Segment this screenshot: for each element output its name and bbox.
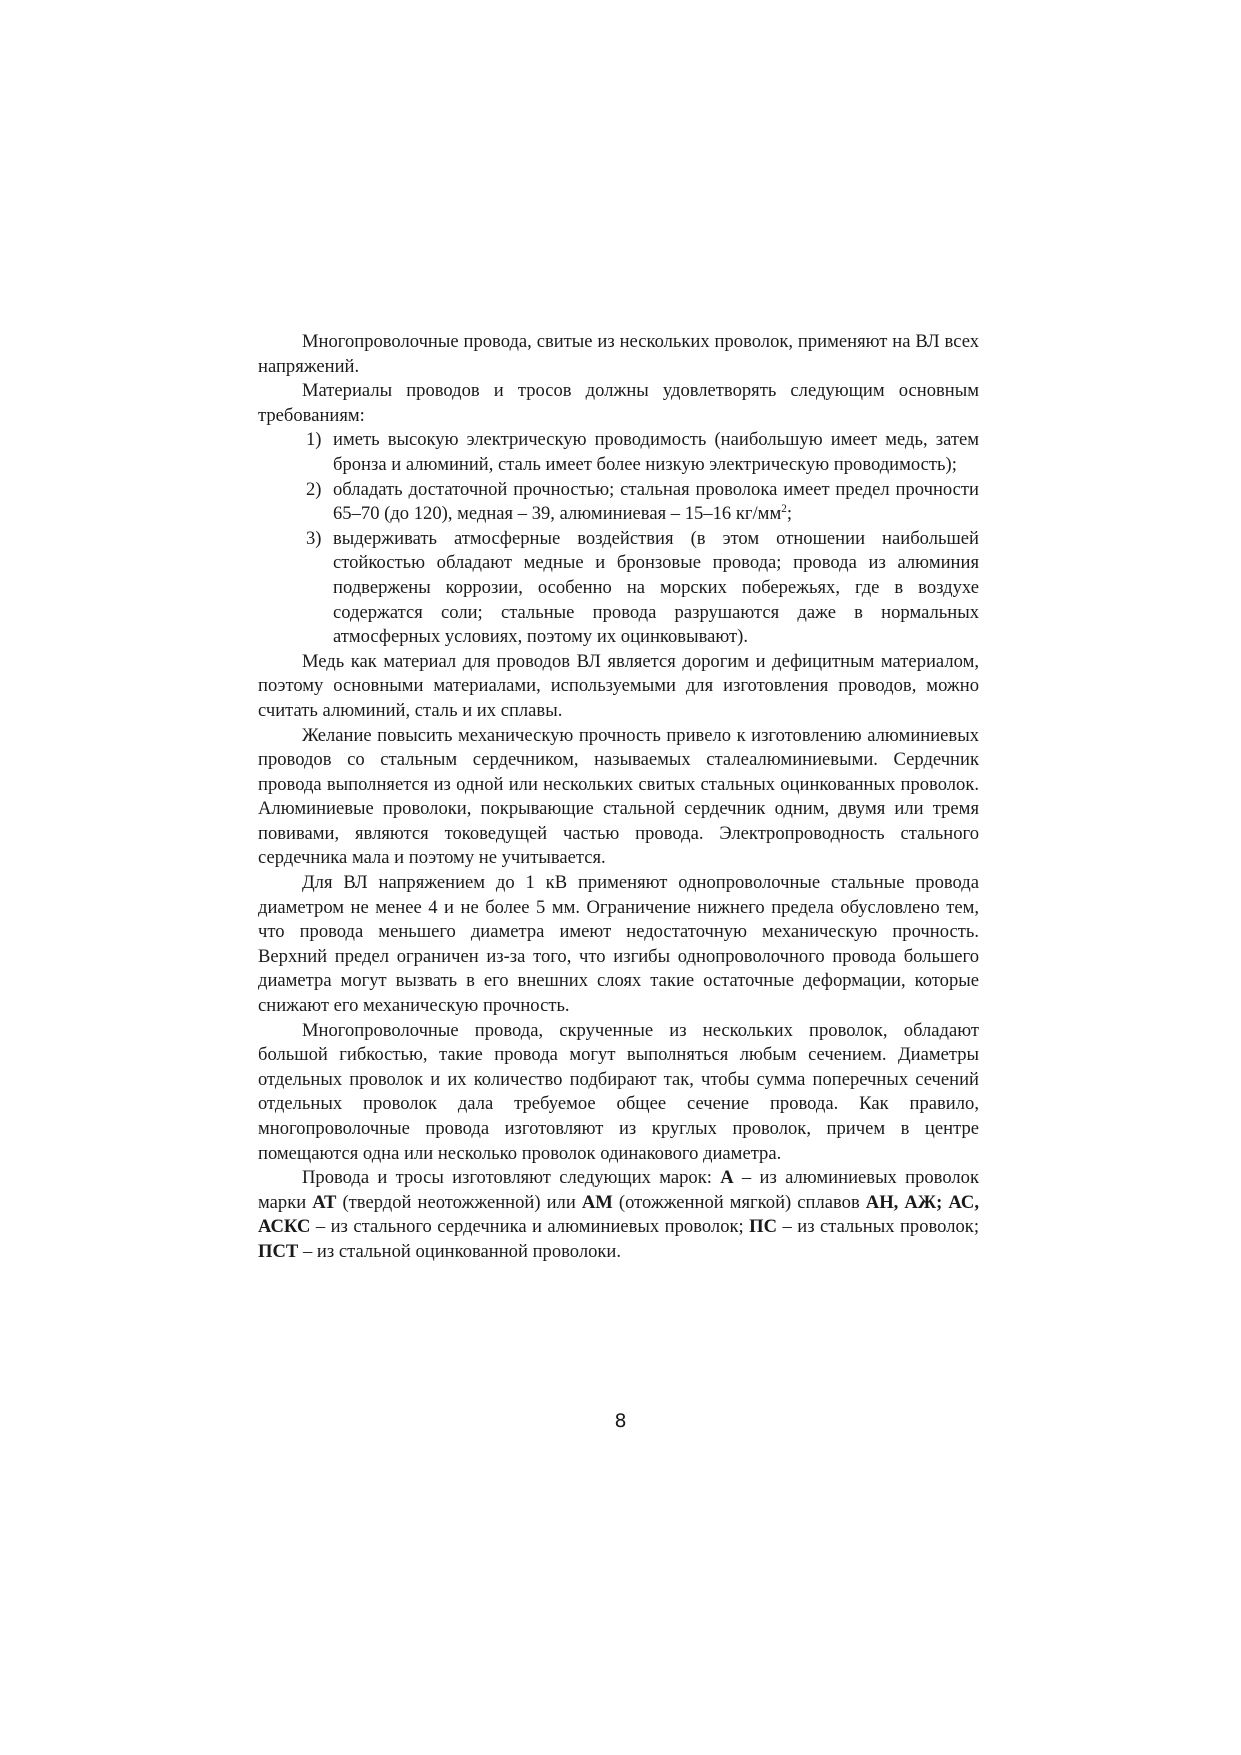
mark-am: АМ <box>581 1191 613 1213</box>
mark-at: АТ <box>312 1191 337 1213</box>
text-segment: (твердой неотожженной) или <box>336 1191 582 1213</box>
paragraph-1: Многопроволочные провода, свитые из нескольких проволок, применяют на ВЛ всех напряжений. <box>258 331 979 377</box>
paragraph-2: Материалы проводов и тросов должны удовлетворять следующим основным требованиям: <box>258 380 979 426</box>
list-item-text: иметь высокую электрическую проводимость (наибольшую имеет медь, затем бронза и алюминий, сталь имеет более низкую электрическую проводимость); <box>333 429 979 475</box>
paragraph-6: Многопроволочные провода, скрученные из нескольких проволок, обладают большой гибкостью, такие провода могут выполняться любым сечением. Диаметры отдельных проволок и их количество подбирают так, чтобы сумма поперечных сечений отдельных проволок дала требуемое общее сечение провода. Как правило, многопроволочные провода изготовляют из круглых проволок, причем в центре помещаются одна или несколько проволок одинакового диаметра. <box>258 1019 979 1164</box>
text-segment: (отожженной мягкой) сплавов <box>612 1191 866 1213</box>
list-item-tail: ; <box>786 503 792 525</box>
list-item-number: 2) <box>306 478 322 500</box>
text-segment: – из алюминиевых проволок марки <box>258 1167 979 1213</box>
list-item <box>306 527 979 650</box>
list-item-text: обладать достаточной прочностью; стальная проволока имеет предел прочности 65–70 (до 120), медная – 39, алюминиевая – 15–16 кг/мм <box>333 478 979 525</box>
mark-alloys: АН, АЖ; АС, АСКС <box>258 1191 980 1238</box>
paragraph-3: Медь как материал для проводов ВЛ является дорогим и дефицитным материалом, поэтому основными материалами, используемыми для изготовления проводов, можно считать алюминий, сталь и их сплавы. <box>258 650 979 721</box>
superscript: 2 <box>781 502 787 515</box>
list-item-number: 1) <box>306 429 322 451</box>
text-segment: – из стальных проволок; <box>777 1216 979 1238</box>
list-item <box>306 478 979 527</box>
page-body <box>258 330 979 1265</box>
paragraph-5: Для ВЛ напряжением до 1 кВ применяют однопроволочные стальные провода диаметром не менее 4 и не более 5 мм. Ограничение нижнего предела обусловлено тем, что провода меньшего диаметра имеют недостаточную механическую прочность. Верхний предел ограничен из-за того, что изгибы однопроволочного провода большего диаметра могут вызвать в его внешних слоях такие остаточные деформации, которые снижают его механическую прочность. <box>258 872 979 1017</box>
requirements-list <box>258 428 979 649</box>
text-segment: – из стальной оцинкованной проволоки. <box>298 1240 622 1262</box>
text-segment: Провода и тросы изготовляют следующих марок: <box>302 1167 721 1189</box>
mark-ps: ПС <box>749 1216 778 1238</box>
list-item <box>306 428 979 477</box>
mark-pst: ПСТ <box>258 1240 299 1262</box>
page-number: 8 <box>614 1410 627 1432</box>
text-segment: – из стального сердечника и алюминиевых проволок; <box>310 1216 750 1238</box>
list-item-text: выдерживать атмосферные воздействия (в этом отношении наибольшей стойкостью обладают медные и бронзовые провода; провода из алюминия подвержены коррозии, особенно на морских побережьях, где в воздухе содержатся соли; стальные провода разрушаются даже в нормальных атмосферных условиях, поэтому их оцинковывают). <box>333 527 979 648</box>
paragraph-wire-marks <box>258 1166 979 1264</box>
list-item-number: 3) <box>306 527 322 549</box>
mark-a: А <box>720 1167 734 1189</box>
paragraph-4: Желание повысить механическую прочность привело к изготовлению алюминиевых проводов со стальным сердечником, называемых сталеалюминиевыми. Сердечник провода выполняется из одной или нескольких свитых стальных оцинкованных проволок. Алюминиевые проволоки, покрывающие стальной сердечник одним, двумя или тремя повивами, являются токоведущей частью провода. Электропроводность стального сердечника мала и поэтому не учитывается. <box>258 724 979 869</box>
